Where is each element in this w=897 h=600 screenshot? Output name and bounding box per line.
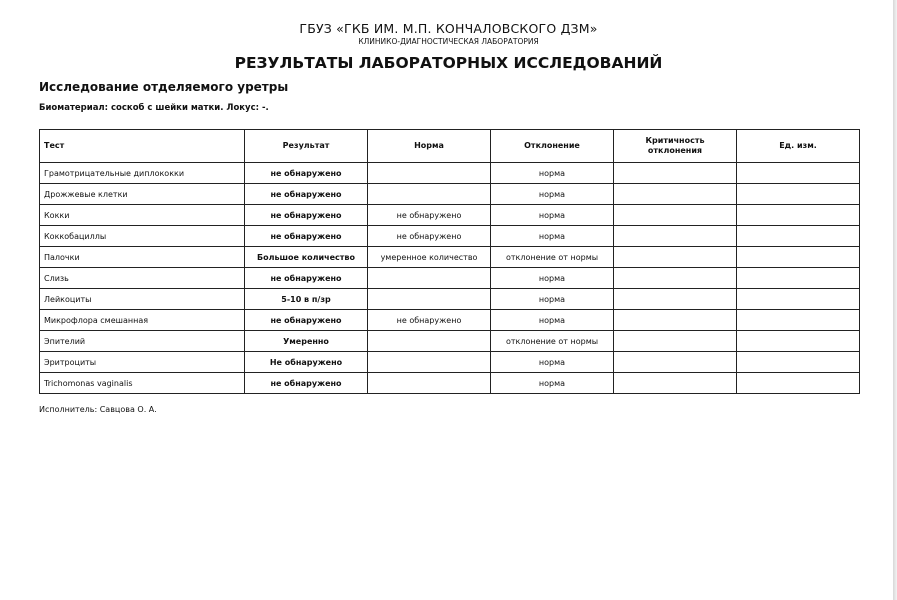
cell-unit [737, 289, 860, 310]
column-header-deviation: Отклонение [491, 130, 614, 163]
column-header-criticality: Критичность отклонения [614, 130, 737, 163]
cell-criticality [614, 184, 737, 205]
cell-test: Кокки [40, 205, 245, 226]
cell-test: Эритроциты [40, 352, 245, 373]
cell-deviation: норма [491, 226, 614, 247]
results-table [39, 129, 860, 394]
cell-deviation: отклонение от нормы [491, 247, 614, 268]
cell-unit [737, 331, 860, 352]
cell-norm [368, 352, 491, 373]
cell-criticality [614, 205, 737, 226]
cell-result: не обнаружено [245, 226, 368, 247]
table-row [40, 289, 860, 310]
cell-test: Лейкоциты [40, 289, 245, 310]
cell-result: не обнаружено [245, 205, 368, 226]
page-title: РЕЗУЛЬТАТЫ ЛАБОРАТОРНЫХ ИССЛЕДОВАНИЙ [234, 54, 663, 72]
department-name: КЛИНИКО-ДИАГНОСТИЧЕСКАЯ ЛАБОРАТОРИЯ [358, 37, 539, 46]
cell-test: Слизь [40, 268, 245, 289]
cell-norm: не обнаружено [368, 205, 491, 226]
cell-test: Палочки [40, 247, 245, 268]
cell-test: Грамотрицательные диплококки [40, 163, 245, 184]
table-row [40, 247, 860, 268]
results-table-body [40, 163, 860, 394]
cell-unit [737, 205, 860, 226]
cell-test: Эпителий [40, 331, 245, 352]
table-row [40, 184, 860, 205]
cell-result: не обнаружено [245, 184, 368, 205]
cell-norm [368, 373, 491, 394]
table-row [40, 310, 860, 331]
table-row [40, 268, 860, 289]
cell-deviation: норма [491, 205, 614, 226]
cell-result: не обнаружено [245, 268, 368, 289]
cell-deviation: отклонение от нормы [491, 331, 614, 352]
cell-unit [737, 226, 860, 247]
cell-deviation: норма [491, 184, 614, 205]
cell-result: Умеренно [245, 331, 368, 352]
column-header-unit: Ед. изм. [737, 130, 860, 163]
cell-norm [368, 289, 491, 310]
cell-criticality [614, 226, 737, 247]
table-row [40, 373, 860, 394]
cell-norm: не обнаружено [368, 310, 491, 331]
cell-norm: не обнаружено [368, 226, 491, 247]
cell-deviation: норма [491, 373, 614, 394]
cell-norm: умеренное количество [368, 247, 491, 268]
table-row [40, 352, 860, 373]
cell-norm [368, 268, 491, 289]
cell-unit [737, 184, 860, 205]
executor-info: Исполнитель: Савцова О. А. [39, 405, 157, 414]
table-row [40, 331, 860, 352]
cell-unit [737, 373, 860, 394]
cell-criticality [614, 310, 737, 331]
cell-deviation: норма [491, 268, 614, 289]
cell-deviation: норма [491, 352, 614, 373]
study-name: Исследование отделяемого уретры [39, 80, 289, 94]
cell-unit [737, 310, 860, 331]
column-header-test: Тест [40, 130, 245, 163]
table-row [40, 226, 860, 247]
column-header-result: Результат [245, 130, 368, 163]
cell-criticality [614, 163, 737, 184]
column-header-norm: Норма [368, 130, 491, 163]
table-row [40, 163, 860, 184]
biomaterial-info: Биоматериал: соскоб с шейки матки. Локус: -. [39, 103, 269, 113]
cell-test: Коккобациллы [40, 226, 245, 247]
cell-result: 5-10 в п/зр [245, 289, 368, 310]
cell-norm [368, 331, 491, 352]
cell-unit [737, 247, 860, 268]
cell-test: Trichomonas vaginalis [40, 373, 245, 394]
cell-unit [737, 352, 860, 373]
cell-unit [737, 163, 860, 184]
cell-result: не обнаружено [245, 310, 368, 331]
cell-criticality [614, 331, 737, 352]
cell-test: Дрожжевые клетки [40, 184, 245, 205]
cell-criticality [614, 247, 737, 268]
cell-norm [368, 184, 491, 205]
cell-result: Не обнаружено [245, 352, 368, 373]
cell-unit [737, 268, 860, 289]
table-header-row [40, 130, 860, 163]
cell-result: не обнаружено [245, 373, 368, 394]
cell-norm [368, 163, 491, 184]
cell-criticality [614, 268, 737, 289]
organization-name: ГБУЗ «ГКБ ИМ. М.П. КОНЧАЛОВСКОГО ДЗМ» [299, 21, 598, 36]
cell-result: не обнаружено [245, 163, 368, 184]
cell-deviation: норма [491, 310, 614, 331]
cell-test: Микрофлора смешанная [40, 310, 245, 331]
cell-criticality [614, 373, 737, 394]
cell-deviation: норма [491, 289, 614, 310]
cell-criticality [614, 289, 737, 310]
page-edge-shadow [893, 0, 897, 600]
cell-deviation: норма [491, 163, 614, 184]
cell-criticality [614, 352, 737, 373]
table-row [40, 205, 860, 226]
cell-result: Большое количество [245, 247, 368, 268]
